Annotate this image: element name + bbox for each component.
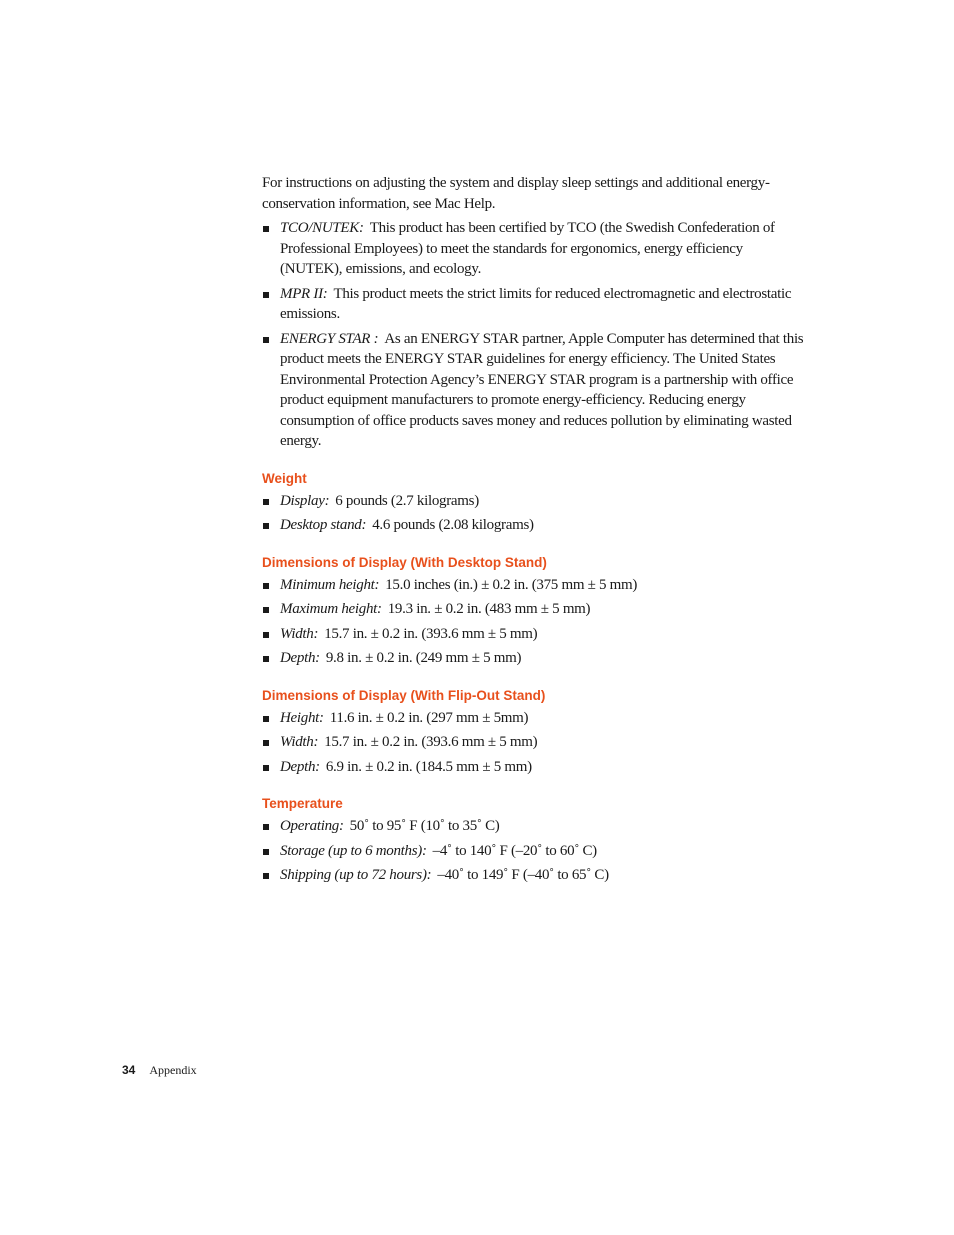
temperature-list — [262, 816, 807, 886]
item-text: 11.6 in. ± 0.2 in. (297 mm ± 5mm) — [329, 709, 529, 726]
item-text: 15.0 inches (in.) ± 0.2 in. (375 mm ± 5 mm) — [385, 576, 638, 593]
bullet-square-icon — [263, 499, 269, 505]
item-term: Depth: — [280, 650, 320, 666]
bullet-square-icon — [263, 607, 269, 613]
list-item — [262, 816, 807, 837]
list-item — [262, 757, 807, 778]
item-term: Shipping (up to 72 hours): — [280, 867, 432, 883]
item-term: Minimum height: — [280, 576, 380, 593]
item-text: 4.6 pounds (2.08 kilograms) — [372, 517, 534, 533]
bullet-square-icon — [263, 849, 269, 855]
list-item — [262, 708, 807, 729]
item-term: ENERGY STAR : — [280, 330, 379, 347]
bullet-square-icon — [263, 583, 269, 589]
item-text: –4˚ to 140˚ F (–20˚ to 60˚ C) — [432, 842, 597, 859]
item-term: Display: — [280, 492, 330, 509]
bullet-square-icon — [263, 226, 269, 232]
list-item — [262, 491, 807, 512]
bullet-square-icon — [263, 740, 269, 746]
list-item — [262, 732, 807, 753]
item-term: Maximum height: — [280, 601, 382, 617]
item-term: TCO/NUTEK: — [280, 220, 364, 236]
bullet-square-icon — [263, 292, 269, 298]
item-text: 15.7 in. ± 0.2 in. (393.6 mm ± 5 mm) — [324, 625, 538, 642]
section-heading-desktop-stand: Dimensions of Display (With Desktop Stand) — [262, 554, 547, 570]
item-text: 15.7 in. ± 0.2 in. (393.6 mm ± 5 mm) — [324, 734, 538, 750]
item-term: Width: — [280, 734, 319, 750]
bullet-square-icon — [263, 716, 269, 722]
item-term: Desktop stand: — [280, 517, 367, 533]
section-heading-flip-out-stand: Dimensions of Display (With Flip-Out Stand) — [262, 687, 546, 703]
section-heading-weight: Weight — [262, 470, 307, 486]
bullet-square-icon — [263, 656, 269, 662]
item-term: Depth: — [280, 758, 320, 775]
list-item — [262, 841, 807, 862]
bullet-square-icon — [263, 873, 269, 879]
item-text: 6 pounds (2.7 kilograms) — [335, 492, 479, 509]
item-text: This product has been certified by TCO (the Swedish Confederation of Professional Employees) to meet the standards for ergonomics, energy efficiency (NUTEK), emissions, and ecology. — [280, 220, 775, 277]
list-item — [262, 218, 807, 280]
item-term: Width: — [280, 625, 319, 642]
bullet-square-icon — [263, 337, 269, 343]
intro-paragraph: For instructions on adjusting the system and display sleep settings and additional energy-conservation information, see Mac Help. — [262, 175, 770, 212]
item-term: Storage (up to 6 months): — [280, 842, 427, 859]
list-item — [262, 624, 807, 645]
bullet-square-icon — [263, 632, 269, 638]
bullet-square-icon — [263, 824, 269, 830]
item-term: MPR II: — [280, 285, 328, 302]
bullet-square-icon — [263, 765, 269, 771]
list-item — [262, 865, 807, 886]
page-content — [262, 173, 807, 886]
page-footer — [122, 1063, 197, 1078]
item-term: Operating: — [280, 818, 344, 834]
list-item — [262, 329, 807, 452]
certification-list — [262, 218, 807, 452]
item-text: 50˚ to 95˚ F (10˚ to 35˚ C) — [349, 818, 500, 834]
item-text: 19.3 in. ± 0.2 in. (483 mm ± 5 mm) — [387, 601, 591, 617]
list-item — [262, 575, 807, 596]
section-heading-temperature: Temperature — [262, 796, 343, 811]
bullet-square-icon — [263, 523, 269, 529]
list-item — [262, 648, 807, 669]
desktop-stand-list — [262, 575, 807, 669]
footer-label: Appendix — [149, 1063, 197, 1077]
list-item — [262, 284, 807, 325]
flip-out-stand-list — [262, 708, 807, 778]
weight-list — [262, 491, 807, 536]
item-text: As an ENERGY STAR partner, Apple Computer has determined that this product meets the ENERGY STAR guidelines for energy efficiency. The United States Environmental Protection Agency’s ENERGY STAR program is a partnership with office product equipment manufacturers to promote energy-efficiency. Reducing energy consumption of office products saves money and reduces pollution by eliminating wasted energy. — [280, 330, 804, 449]
item-term: Height: — [280, 709, 324, 726]
list-item — [262, 599, 807, 620]
item-text: This product meets the strict limits for reduced electromagnetic and electrostatic emissions. — [280, 285, 792, 322]
item-text: –40˚ to 149˚ F (–40˚ to 65˚ C) — [437, 867, 609, 883]
item-text: 6.9 in. ± 0.2 in. (184.5 mm ± 5 mm) — [325, 758, 532, 775]
list-item — [262, 515, 807, 536]
page-number: 34 — [122, 1063, 136, 1077]
item-text: 9.8 in. ± 0.2 in. (249 mm ± 5 mm) — [325, 650, 522, 666]
